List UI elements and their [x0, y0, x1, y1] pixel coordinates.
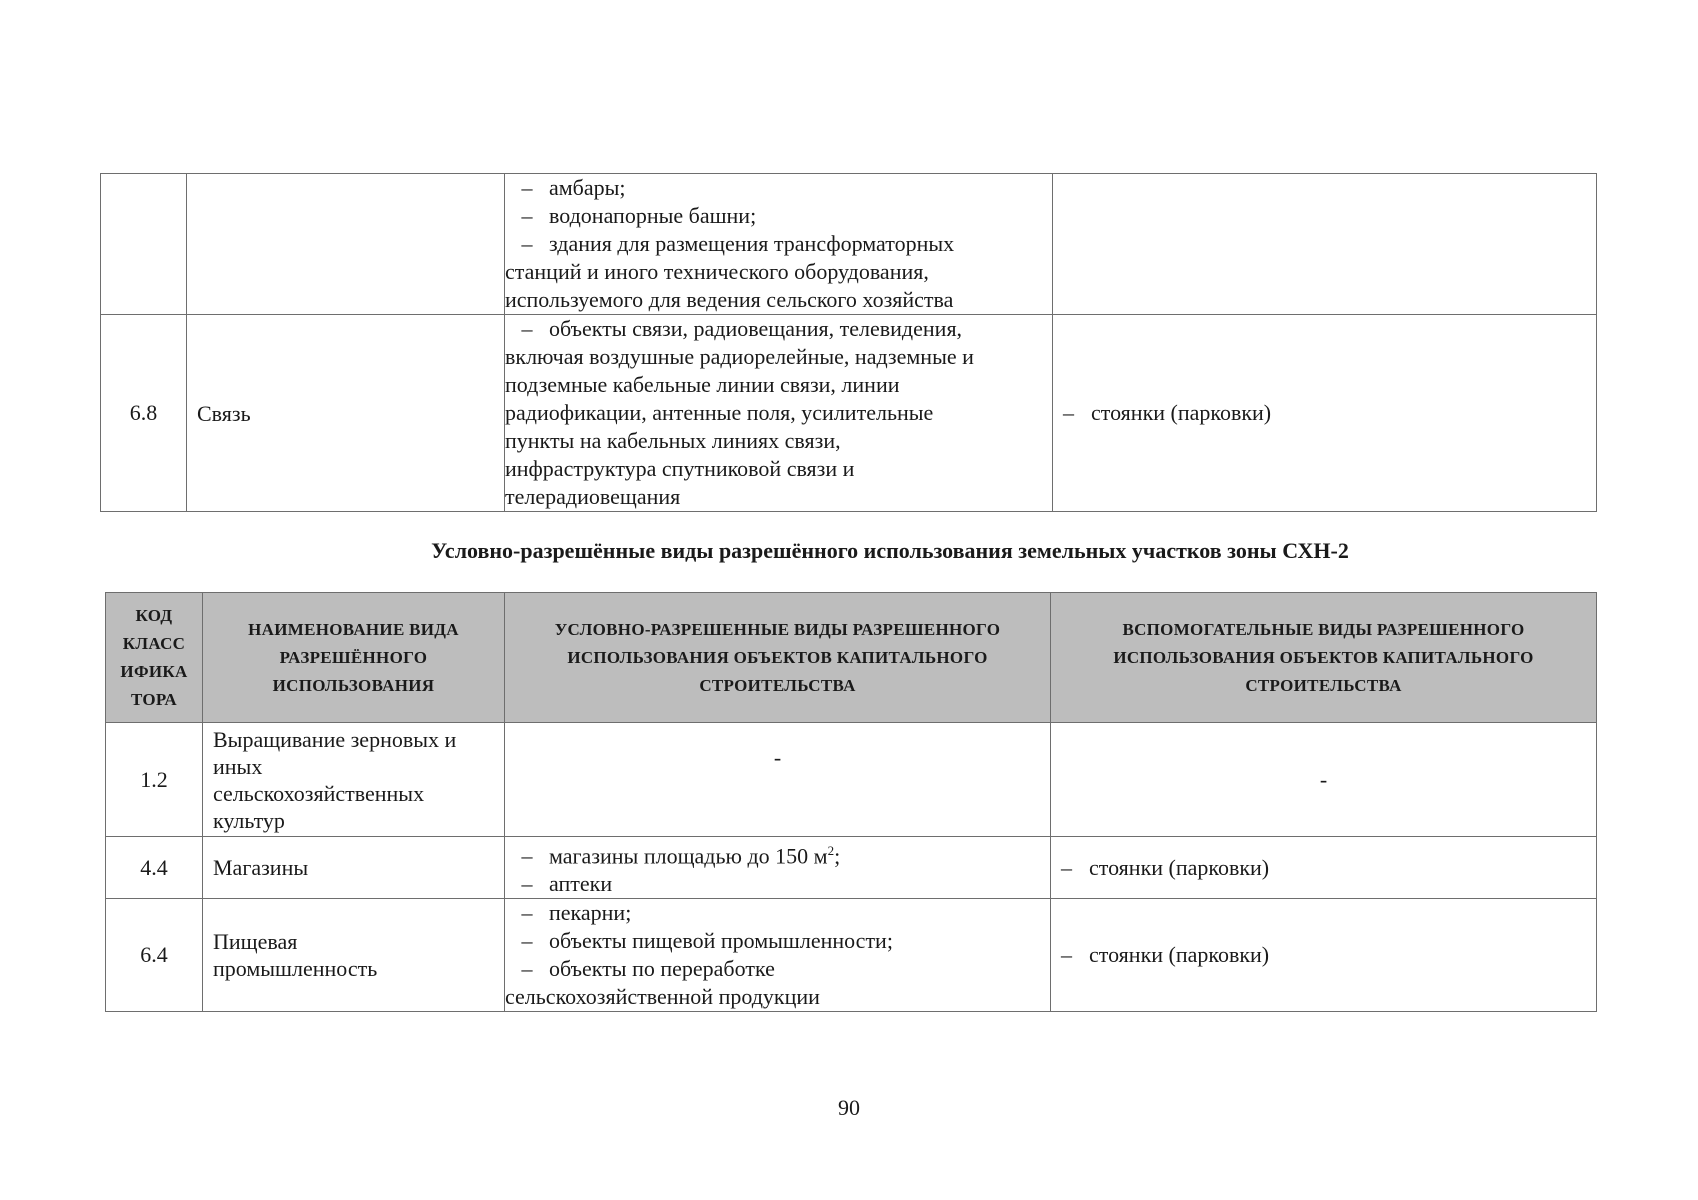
section-heading: Условно-разрешённые виды разрешённого использования земельных участков зоны СХН-2: [431, 538, 1349, 563]
aux-uses-cell: [1053, 174, 1597, 315]
header-aux-uses: ВСПОМОГАТЕЛЬНЫЕ ВИДЫ РАЗРЕШЕННОГО ИСПОЛЬЗОВАНИЯ ОБЪЕКТОВ КАПИТАЛЬНОГО СТРОИТЕЛЬСТВА: [1051, 593, 1597, 723]
code-cell: 6.4: [106, 899, 203, 1012]
main-uses-cell: [505, 315, 1053, 512]
list-item-cont: используемого для ведения сельского хозяйства: [505, 287, 954, 312]
table-row: [106, 837, 1597, 899]
list-item: – амбары;: [521, 175, 626, 200]
list-item: – водонапорные башни;: [521, 203, 757, 228]
name-cell: Выращивание зерновых и иных сельскохозяйственных культур: [203, 723, 505, 837]
aux-uses-cell: -: [1051, 723, 1597, 837]
name-cell: Пищевая промышленность: [203, 899, 505, 1012]
name-cell: Магазины: [203, 837, 505, 899]
main-uses-cell: -: [505, 723, 1051, 837]
list-item: – здания для размещения трансформаторных: [521, 231, 955, 256]
main-uses-cell: [505, 174, 1053, 315]
code-cell: [101, 174, 187, 315]
name-cell: Связь: [187, 315, 505, 512]
list-item-cont: станций и иного технического оборудования,: [505, 259, 929, 284]
header-code: КОД КЛАСС ИФИКА ТОРА: [106, 593, 203, 723]
page-number: 90: [838, 1095, 860, 1120]
table-row: [106, 723, 1597, 837]
header-main-uses: УСЛОВНО-РАЗРЕШЕННЫЕ ВИДЫ РАЗРЕШЕННОГО ИСПОЛЬЗОВАНИЯ ОБЪЕКТОВ КАПИТАЛЬНОГО СТРОИТЕЛЬСТВА: [505, 593, 1051, 723]
main-uses-cell: [505, 899, 1051, 1012]
list-item: – аптеки: [521, 871, 613, 897]
list-item-cont: подземные кабельные линии связи, линии: [505, 372, 900, 397]
main-uses-cell: [505, 837, 1051, 899]
list-item-cont: сельскохозяйственной продукции: [505, 984, 820, 1010]
table-row: [101, 315, 1597, 512]
header-name: НАИМЕНОВАНИЕ ВИДА РАЗРЕШЁННОГО ИСПОЛЬЗОВАНИЯ: [203, 593, 505, 723]
name-cell: [187, 174, 505, 315]
list-item-cont: радиофикации, антенные поля, усилительные: [505, 400, 934, 425]
list-item-cont: пункты на кабельных линиях связи,: [505, 428, 841, 453]
list-item: – объекты связи, радиовещания, телевидения,: [521, 316, 963, 341]
code-cell: 6.8: [101, 315, 187, 512]
aux-uses-cell: – стоянки (парковки): [1051, 837, 1597, 899]
list-item: – объекты по переработке: [521, 956, 775, 982]
conditional-uses-table: [105, 592, 1597, 1012]
list-item-cont: включая воздушные радиорелейные, надземные и: [505, 344, 974, 369]
list-item-cont: телерадиовещания: [505, 484, 681, 509]
code-cell: 4.4: [106, 837, 203, 899]
list-item: – пекарни;: [521, 900, 632, 926]
code-cell: 1.2: [106, 723, 203, 837]
aux-uses-cell: – стоянки (парковки): [1051, 899, 1597, 1012]
aux-uses-cell: – стоянки (парковки): [1053, 315, 1597, 512]
header-row: [106, 593, 1597, 723]
continuation-table: [100, 173, 1597, 512]
list-item: – объекты пищевой промышленности;: [521, 928, 893, 954]
list-item: – магазины площадью до 150 $м^2$;: [521, 843, 841, 869]
list-item-cont: инфраструктура спутниковой связи и: [505, 456, 855, 481]
table-row: [106, 899, 1597, 1012]
table-row: [101, 174, 1597, 315]
